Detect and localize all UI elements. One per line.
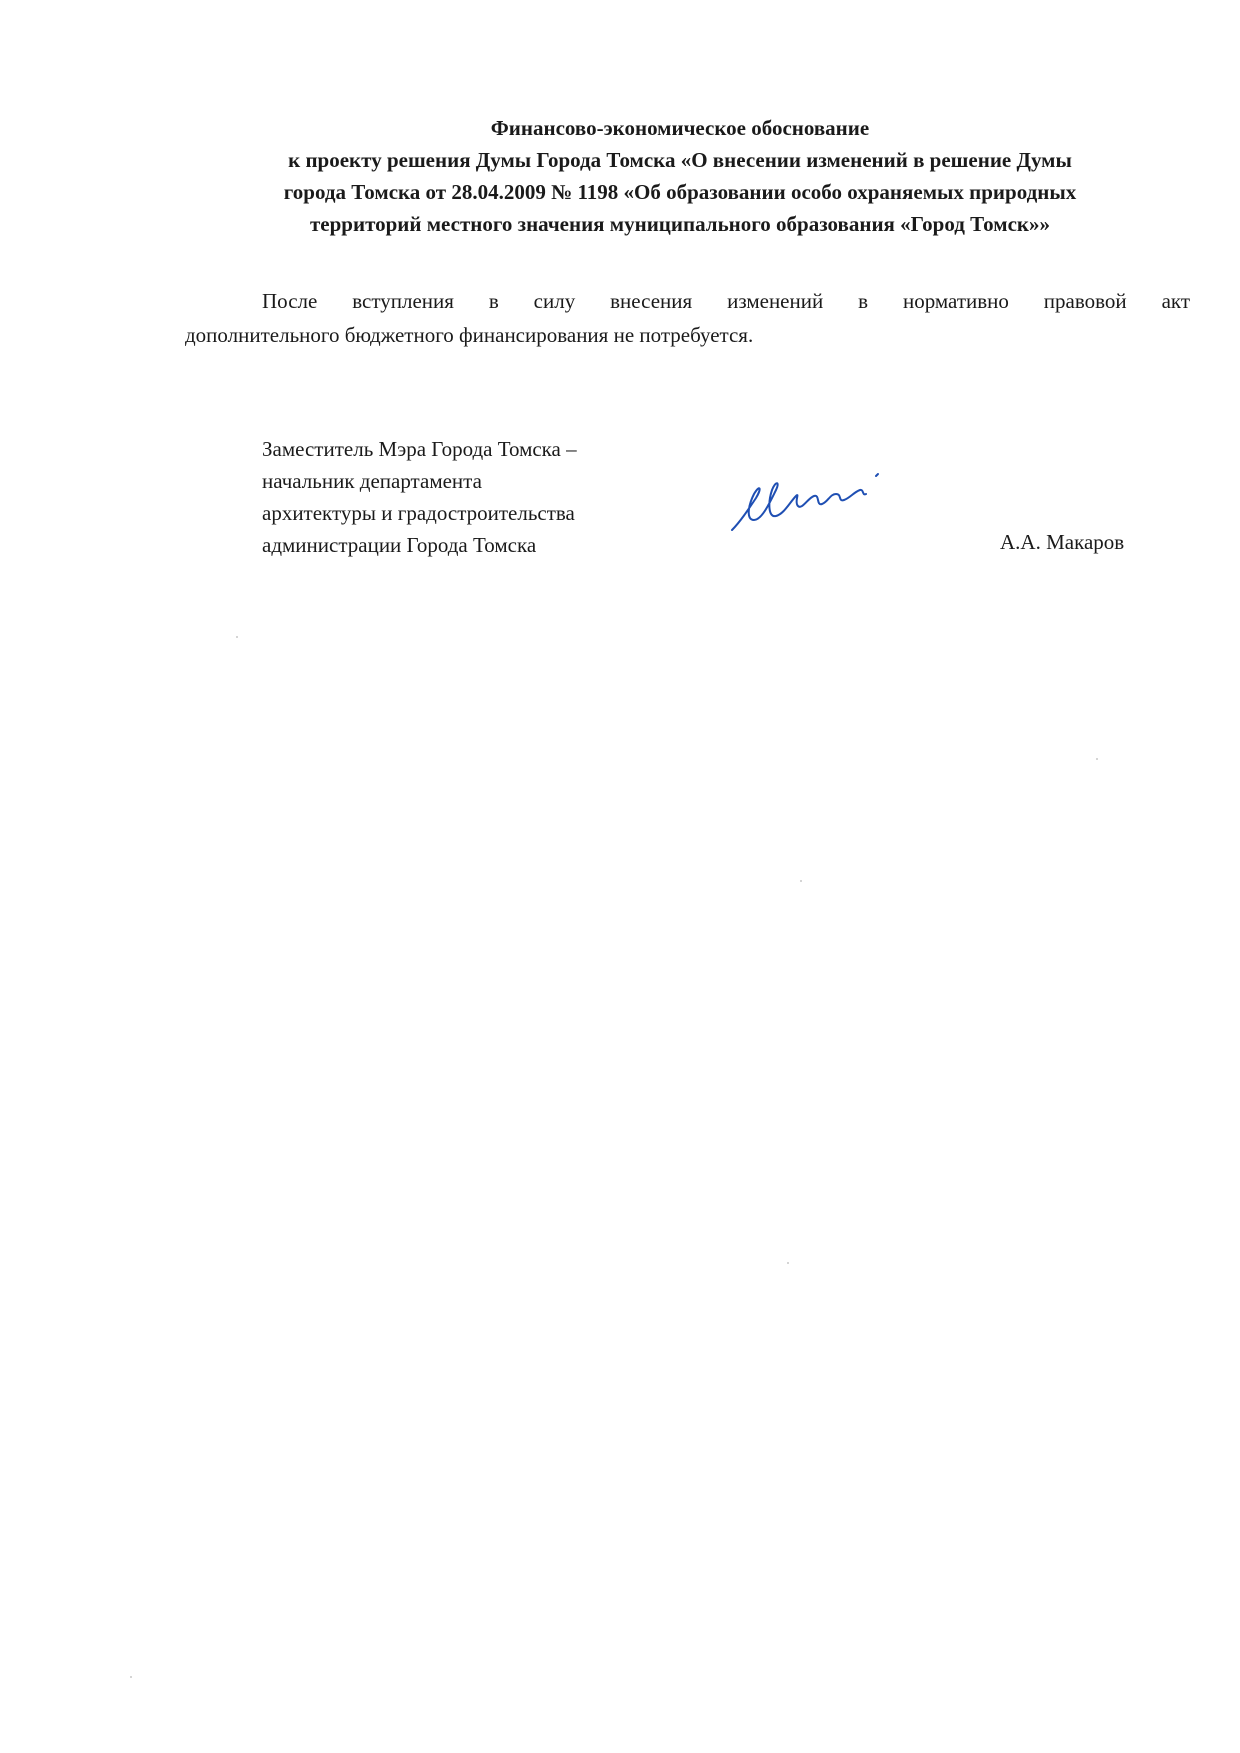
scan-speck [236,636,238,638]
signer-position [262,433,682,561]
body-line-2: дополнительного бюджетного финансирования не потребуется. [185,323,754,347]
body-line-1: После вступления в силу внесения изменений в нормативно правовой акт [262,289,1190,313]
scan-speck [800,880,802,882]
title-line-3: города Томска от 28.04.2009 № 1198 «Об образовании особо охраняемых природных [283,180,1077,204]
handwritten-signature [730,462,890,542]
signer-position-line-2: начальник департамента [262,469,482,493]
scan-speck [130,1676,132,1678]
title-line-4: территорий местного значения муниципального образования «Город Томск»» [309,212,1051,236]
scan-speck [1096,758,1098,760]
signer-name: А.А. Макаров [1000,530,1125,554]
title-line-1: Финансово-экономическое обоснование [490,116,870,140]
title-line-2: к проекту решения Думы Города Томска «О внесении изменений в решение Думы [288,148,1072,172]
body-paragraph [185,284,1190,352]
document-title [200,112,1160,240]
signer-position-line-4: администрации Города Томска [262,533,537,557]
signer-position-line-3: архитектуры и градостроительства [262,501,575,525]
signer-position-line-1: Заместитель Мэра Города Томска – [262,437,577,461]
scan-speck [787,1262,789,1264]
